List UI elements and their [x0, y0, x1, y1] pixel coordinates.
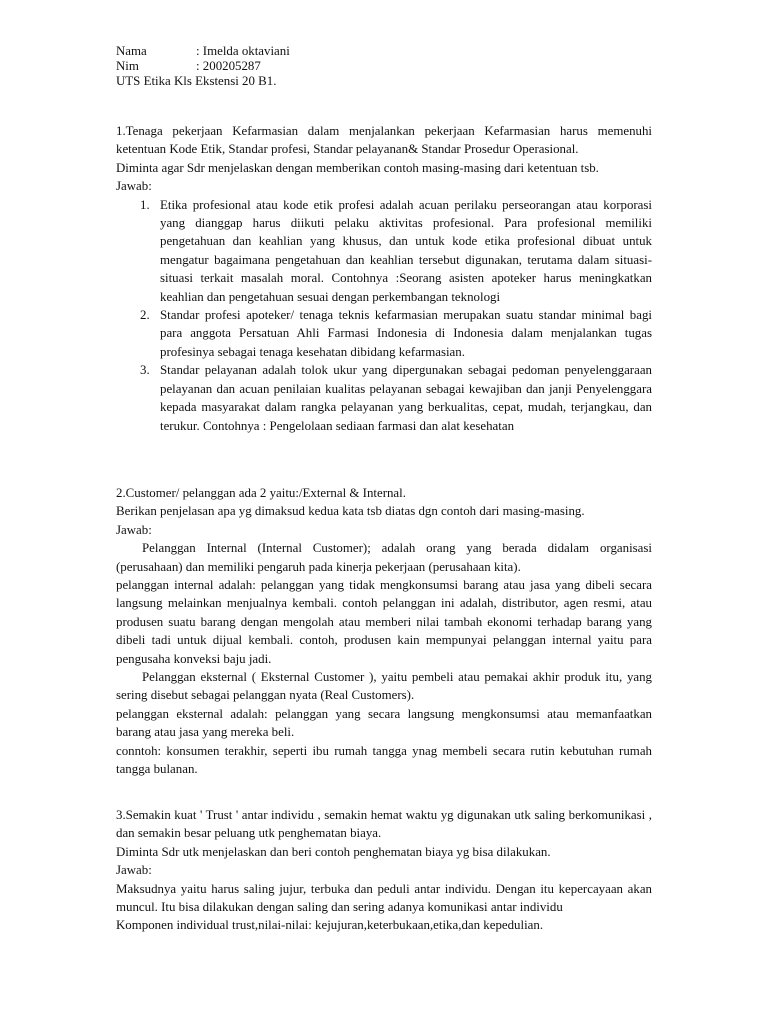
- course-line: UTS Etika Kls Ekstensi 20 B1.: [116, 74, 277, 88]
- nim-label: Nim: [116, 59, 139, 73]
- list-number: 1.: [140, 197, 150, 212]
- list-number: 2.: [140, 308, 150, 323]
- external-customer-paragraph: Pelanggan eksternal ( Eksternal Customer ), yaitu pembeli atau pemakai akhir produk itu, yang sering disebut sebagai pelanggan nyata (Real Customers).: [116, 670, 652, 703]
- list-item: [116, 306, 652, 361]
- list-item-text: Standar profesi apoteker/ tenaga teknis kefarmasian merupakan suatu standar minimal bagi para anggota Persatuan Ahli Farmasi Indonesia di Indonesia dalam menjalankan tugas profesinya sebagai tenaga kesehatan dibidang kefarmasian.: [160, 308, 652, 359]
- question-3-section: [116, 806, 652, 935]
- list-number: 3.: [140, 363, 150, 378]
- trust-explanation: Maksudnya yaitu harus saling jujur, terbuka dan peduli antar individu. Dengan itu kepercayaan akan muncul. Itu bisa dilakukan dengan saling dan sering adanya komunikasi antar individu: [116, 881, 652, 915]
- name-value: : Imelda oktaviani: [196, 44, 290, 58]
- question-1-text: 1.Tenaga pekerjaan Kefarmasian dalam menjalankan pekerjaan Kefarmasian harus memenuhi ketentuan Kode Etik, Standar profesi, Standar pelayanan& Standar Prosedur Operasional.: [116, 124, 652, 157]
- list-item: [116, 196, 652, 306]
- external-customer-example: conntoh: konsumen terakhir, seperti ibu rumah tangga ynag membeli secara rutin kebutuhan rumah tangga bulanan.: [116, 743, 652, 777]
- question-1-instruction: Diminta agar Sdr menjelaskan dengan memberikan contoh masing-masing dari ketentuan tsb.: [116, 160, 599, 175]
- question-3-answer-label: Jawab:: [116, 863, 152, 878]
- question-2-instruction: Berikan penjelasan apa yg dimaksud kedua kata tsb diatas dgn contoh dari masing-masing.: [116, 504, 585, 519]
- name-label: Nama: [116, 44, 147, 58]
- question-2-section: [116, 484, 652, 779]
- name-row: [116, 44, 656, 59]
- internal-customer-paragraph: Pelanggan Internal (Internal Customer); adalah orang yang berada didalam organisasi (perusahaan) dan memiliki pengaruh pada kinerja pekerjaan (perusahaan kita).: [116, 541, 652, 574]
- nim-row: [116, 59, 656, 74]
- question-3-instruction: Diminta Sdr utk menjelaskan dan beri contoh penghematan biaya yg bisa dilakukan.: [116, 844, 551, 859]
- internal-customer-explanation: pelanggan internal adalah: pelanggan yang tidak mengkonsumsi barang atau jasa yang dibeli secara langsung melainkan menjualnya kembali. contoh pelanggan ini adalah, distributor, agen resmi, atau produsen suatu barang dengan mengolah atau memberi nilai tambah ekonomi terhadap barang yang dibeli tadi untuk dijual kembali. contoh, produsen kain mempunyai pelanggan internal yaitu para pengusaha konveksi baju jadi.: [116, 578, 652, 666]
- question-2-answer-label: Jawab:: [116, 522, 152, 537]
- list-item-text: Standar pelayanan adalah tolok ukur yang dipergunakan sebagai pedoman penyelenggaraan pelayanan dan acuan penilaian kualitas pelayanan sebagai kewajiban dan janji Penyelenggara kepada masyarakat dalam rangka pelayanan yang berkualitas, cepat, mudah, terjangkau, dan terukur. Contohnya : Pengelolaan sediaan farmasi dan alat kesehatan: [160, 363, 652, 433]
- question-1-answer-label: Jawab:: [116, 179, 152, 194]
- list-item-text: Etika profesional atau kode etik profesi adalah acuan perilaku perseorangan atau korporasi yang dianggap harus diikuti pelaku aktivitas profesional. Para profesional memiliki pengetahuan dan keahlian yang khusus, dan untuk kode etika profesional dibuat untuk mengatur bagaimana pengetahuan dan keahlian tersebut digunakan, terutama dalam situasi-situasi terkait masalah moral. Contohnya :Seorang asisten apoteker harus meningkatkan keahlian dan pengetahuan sesuai dengan perkembangan teknologi: [160, 197, 652, 304]
- trust-components: Komponen individual trust,nilai-nilai: kejujuran,keterbukaan,etika,dan kepedulian.: [116, 918, 544, 933]
- list-item: [116, 361, 652, 435]
- question-1-section: [116, 122, 652, 435]
- question-2-text: 2.Customer/ pelanggan ada 2 yaitu:/External & Internal.: [116, 486, 406, 500]
- external-customer-explanation: pelanggan eksternal adalah: pelanggan yang secara langsung mengkonsumsi atau memanfaatkan barang atau jasa yang mereka beli.: [116, 706, 652, 740]
- question-3-text: 3.Semakin kuat ' Trust ' antar individu , semakin hemat waktu yg digunakan utk saling berkomunikasi , dan semakin besar peluang utk penghematan biaya.: [116, 808, 652, 841]
- question-1-answer-list: [116, 196, 652, 435]
- header-block: [116, 44, 656, 89]
- nim-value: : 200205287: [196, 59, 261, 73]
